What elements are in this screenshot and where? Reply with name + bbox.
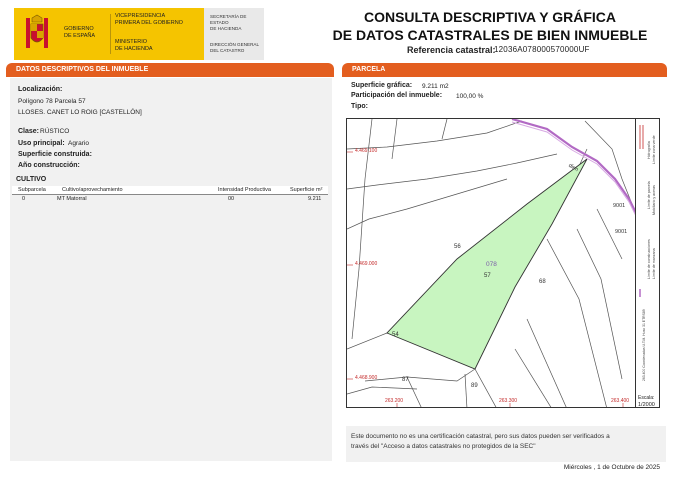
cell-cultivo: MT Matorral xyxy=(57,196,87,202)
cultivo-table xyxy=(12,186,328,204)
logo-divider xyxy=(110,14,111,54)
parcel-label-078: 078 xyxy=(486,261,497,268)
section-header-datos: DATOS DESCRIPTIVOS DEL INMUEBLE xyxy=(6,63,334,77)
parcel-label-87: 87 xyxy=(402,377,409,383)
notice-line-2[interactable]: través del "Acceso a datos catastrales no protegidos de la SEC" xyxy=(351,443,536,450)
cultivo-table-header xyxy=(12,186,328,195)
cell-superficie: 9.211 xyxy=(308,196,322,202)
superficie-grafica-value: 9.211 m2 xyxy=(422,83,449,90)
x-coord-3: 263.400 xyxy=(611,398,630,404)
uso-label: Uso principal: xyxy=(18,140,65,147)
y-coord-1: 4.469.100 xyxy=(355,148,378,154)
ref-catastral-label: Referencia catastral: xyxy=(407,45,496,55)
legend-mobiliario: Mobiliario y aceras xyxy=(652,185,656,215)
clase-value: RÚSTICO xyxy=(40,128,70,135)
x-coord-2: 263.300 xyxy=(499,398,518,404)
direccion-general-name: DIRECCIÓN GENERAL DEL CATASTRO xyxy=(210,42,260,53)
legend-zona-verde: Límite zona verde xyxy=(652,135,656,164)
projection-text: 263.400 Coordenadas U.T.M. Huso 31 ETRS89 xyxy=(642,309,646,381)
legend-limite-parcela: Límite de parcela xyxy=(647,181,651,209)
clase-label: Clase: xyxy=(18,128,40,135)
localizacion-line2: LLOSES. CANET LO ROIG [CASTELLÓN] xyxy=(18,109,142,116)
col-superficie: Superficie m² xyxy=(290,187,323,193)
superficie-construida-label: Superficie construida: xyxy=(18,151,92,158)
government-logo-block xyxy=(14,8,264,60)
cultivo-title: CULTIVO xyxy=(16,176,47,183)
verification-notice xyxy=(346,426,666,462)
notice-line-1: Este documento no es una certificación catastral, pero sus datos pueden ser verificados a xyxy=(351,433,610,440)
cadastral-map[interactable] xyxy=(346,118,636,408)
parcel-label-9001b: 9001 xyxy=(615,229,628,235)
legend-limite-construcciones: Límite de construcciones xyxy=(647,239,651,279)
table-row xyxy=(12,195,328,204)
road-label: dien xyxy=(567,162,580,174)
col-subparcela: Subparcela xyxy=(18,187,46,193)
uso-value: Agrario xyxy=(68,140,89,147)
ministry-name: MINISTERIO DE HACIENDA xyxy=(115,39,153,52)
ano-construccion-label: Año construcción: xyxy=(18,162,80,169)
map-legend xyxy=(636,118,660,408)
col-intensidad: Intensidad Productiva xyxy=(218,187,271,193)
coat-of-arms-icon xyxy=(14,8,58,60)
ref-catastral-value: 12036A078000570000UF xyxy=(494,45,590,54)
vicepresidency-name: VICEPRESIDENCIA PRIMERA DEL GOBIERNO xyxy=(115,13,183,26)
parcel-label-9001a: 9001 xyxy=(613,203,626,209)
section-header-parcela: PARCELA xyxy=(342,63,667,77)
parcel-label-54: 54 xyxy=(392,332,399,338)
parcel-label-89: 89 xyxy=(471,383,478,389)
participacion-value: 100,00 % xyxy=(456,93,484,100)
document-date: Miércoles , 1 de Octubre de 2025 xyxy=(563,464,660,471)
y-coord-2: 4.469.000 xyxy=(355,261,378,267)
localizacion-label: Localización: xyxy=(18,86,63,93)
x-coord-1: 263.200 xyxy=(385,398,404,404)
datos-panel xyxy=(10,78,332,461)
cell-intensidad: 00 xyxy=(228,196,235,202)
y-coord-3: 4.468.900 xyxy=(355,375,378,381)
document-title: CONSULTA DESCRIPTIVA Y GRÁFICA DE DATOS CATASTRALES DE BIEN INMUEBLE xyxy=(332,9,648,43)
legend-limite-manzana: Límite de manzana xyxy=(652,248,656,279)
tipo-label: Tipo: xyxy=(351,103,368,110)
parcel-label-56: 56 xyxy=(454,244,461,250)
participacion-label: Participación del inmueble: xyxy=(351,92,443,99)
parcel-label-68: 68 xyxy=(539,279,546,285)
scale-value: 1/2000 xyxy=(638,402,655,408)
legend-hidrografia: Hidrografía xyxy=(647,141,651,159)
secretaria-name: SECRETARÍA DE ESTADO DE HACIENDA xyxy=(210,14,247,31)
scale-label: Escala: xyxy=(638,395,655,401)
cell-subparcela: 0 xyxy=(22,196,26,202)
localizacion-line1: Polígono 78 Parcela 57 xyxy=(18,98,86,105)
superficie-grafica-label: Superficie gráfica: xyxy=(351,82,413,89)
col-cultivo: Cultivo/aprovechamiento xyxy=(62,187,123,193)
government-name: GOBIERNO DE ESPAÑA xyxy=(64,26,96,39)
parcel-label-57: 57 xyxy=(484,273,491,279)
